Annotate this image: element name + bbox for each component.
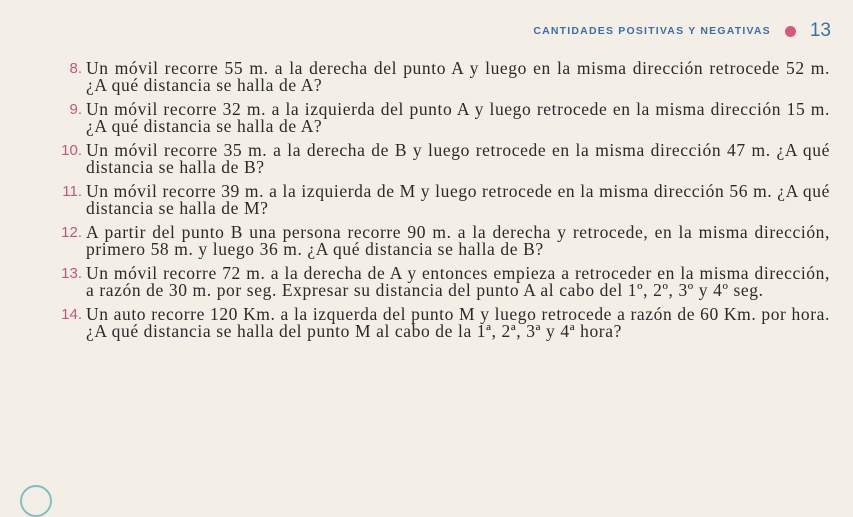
problem-text: Un móvil recorre 72 m. a la derecha de A y entonces empieza a retroceder en la misma dirección, a razón de 30 m. por seg. Expresar su distancia del punto A al cabo del 1º, 2º, 3º y 4º seg.	[86, 263, 830, 300]
corner-circle-icon	[20, 485, 52, 517]
problem-number: 13.	[61, 265, 82, 282]
problem-text: A partir del punto B una persona recorre 90 m. a la derecha y retrocede, en la misma dirección, primero 58 m. y luego 36 m. ¿A qué distancia se halla de B?	[86, 222, 830, 259]
problem-item	[30, 101, 830, 135]
problem-number: 11.	[62, 183, 82, 200]
bullet-dot-icon	[785, 26, 796, 37]
problem-number: 14.	[61, 306, 82, 323]
problem-number: 10.	[61, 142, 82, 159]
problem-item	[30, 142, 830, 176]
page-header	[533, 20, 831, 42]
problem-list	[30, 60, 830, 347]
problem-text: Un móvil recorre 32 m. a la izquierda del punto A y luego retrocede en la misma dirección 15 m. ¿A qué distancia se halla de A?	[86, 99, 830, 136]
problem-text: Un móvil recorre 39 m. a la izquierda de M y luego retrocede en la misma dirección 56 m. ¿A qué distancia se halla de M?	[86, 181, 830, 218]
running-title: CANTIDADES POSITIVAS Y NEGATIVAS	[533, 25, 771, 37]
problem-text: Un auto recorre 120 Km. a la izquerda del punto M y luego retrocede a razón de 60 Km. por hora. ¿A qué distancia se halla del punto M al cabo de la 1ª, 2ª, 3ª y 4ª hora?	[86, 304, 830, 341]
page-number: 13	[809, 20, 831, 41]
problem-item	[30, 306, 830, 340]
problem-item	[30, 265, 830, 299]
problem-item	[30, 224, 830, 258]
problem-number: 8.	[69, 60, 82, 77]
problem-item	[30, 183, 830, 217]
problem-number: 12.	[61, 224, 82, 241]
problem-text: Un móvil recorre 55 m. a la derecha del punto A y luego en la misma dirección retrocede 52 m. ¿A qué distancia se halla de A?	[86, 58, 830, 95]
problem-number: 9.	[69, 101, 82, 118]
problem-item	[30, 60, 830, 94]
problem-text: Un móvil recorre 35 m. a la derecha de B y luego retrocede en la misma dirección 47 m. ¿A qué distancia se halla de B?	[86, 140, 830, 177]
